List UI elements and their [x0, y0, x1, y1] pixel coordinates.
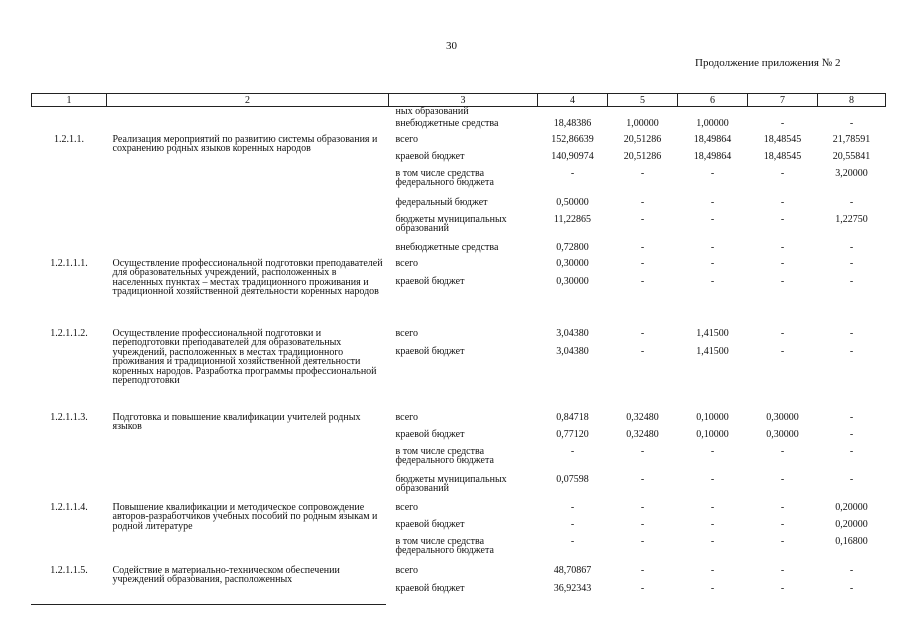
item-number: 1.2.1.1.2. [50, 327, 88, 339]
amount-cell: - [710, 564, 715, 576]
amount-cell: - [780, 167, 785, 179]
funding-source: внебюджетные средства [395, 241, 499, 253]
amount-cell: 1,22750 [835, 213, 868, 225]
amount-cell: - [710, 167, 715, 179]
funding-source: краевой бюджет [395, 582, 465, 594]
amount-cell: - [849, 196, 854, 208]
amount-cell: 0,20000 [835, 518, 868, 530]
amount-cell: - [780, 327, 785, 339]
amount-cell: 0,30000 [766, 411, 799, 423]
amount-cell: - [710, 501, 715, 513]
funding-source: внебюджетные средства [395, 117, 499, 129]
amount-cell [678, 107, 748, 119]
amount-cell: - [570, 535, 575, 547]
funding-source: краевой бюджет [395, 345, 465, 357]
funding-source: всего [395, 133, 419, 145]
amount-cell: - [640, 518, 645, 530]
column-header: 5 [608, 94, 678, 107]
amount-cell: 36,92343 [553, 582, 592, 594]
bottom-rule [31, 604, 386, 605]
amount-cell: 18,48545 [763, 133, 802, 145]
amount-cell: 1,41500 [696, 345, 729, 357]
column-header: 7 [748, 94, 818, 107]
item-number: 1.2.1.1.4. [50, 501, 88, 513]
amount-cell: - [640, 564, 645, 576]
amount-cell: 0,72800 [556, 241, 589, 253]
amount-cell: 18,49864 [693, 150, 732, 162]
amount-cell: - [780, 518, 785, 530]
funding-source: краевой бюджет [395, 428, 465, 440]
table-row [32, 107, 886, 119]
amount-cell: - [570, 518, 575, 530]
column-header: 3 [389, 94, 538, 107]
funding-source: краевой бюджет [395, 275, 465, 287]
amount-cell: - [849, 445, 854, 457]
amount-cell [748, 107, 818, 119]
amount-cell: - [640, 501, 645, 513]
amount-cell: 140,90974 [551, 150, 594, 162]
funding-source: краевой бюджет [395, 518, 465, 530]
table-row [32, 135, 886, 152]
column-header: 2 [107, 94, 389, 107]
amount-cell [608, 107, 678, 119]
amount-cell: - [849, 241, 854, 253]
amount-cell: 20,51286 [623, 150, 662, 162]
item-name: Повышение квалификации и методическое сопровождение авторов-разработчиков учебных пособий по родным языкам и родной литературе [112, 501, 378, 532]
funding-source: ных образований [395, 106, 469, 117]
amount-cell: - [640, 241, 645, 253]
amount-cell: - [780, 445, 785, 457]
funding-source: федеральный бюджет [395, 196, 488, 208]
amount-cell: - [640, 473, 645, 485]
amount-cell: - [780, 213, 785, 225]
amount-cell: - [640, 213, 645, 225]
amount-cell: 0,30000 [556, 275, 589, 287]
amount-cell: 0,07598 [556, 473, 589, 485]
amount-cell: 0,50000 [556, 196, 589, 208]
amount-cell: - [710, 473, 715, 485]
amount-cell: 3,04380 [556, 327, 589, 339]
amount-cell: - [710, 241, 715, 253]
amount-cell: - [780, 473, 785, 485]
amount-cell: - [849, 345, 854, 357]
amount-cell: 0,32480 [626, 411, 659, 423]
funding-source: бюджеты муниципальных образований [395, 213, 507, 235]
amount-cell: - [849, 117, 854, 129]
page-number: 30 [446, 40, 457, 52]
amount-cell: - [640, 582, 645, 594]
amount-cell: - [849, 428, 854, 440]
item-number [32, 107, 107, 135]
amount-cell: 0,77120 [556, 428, 589, 440]
table-row [32, 329, 886, 347]
funding-source: всего [395, 411, 419, 423]
amount-cell: 0,16800 [835, 535, 868, 547]
amount-cell: - [640, 535, 645, 547]
amount-cell: 18,48545 [763, 150, 802, 162]
amount-cell: - [780, 117, 785, 129]
amount-cell: - [849, 327, 854, 339]
amount-cell: - [640, 327, 645, 339]
amount-cell: - [780, 257, 785, 269]
amount-cell: - [570, 501, 575, 513]
item-name: Реализация мероприятий по развитию системы образования и сохранению родных языков коренных народов [112, 133, 378, 155]
amount-cell: - [849, 564, 854, 576]
amount-cell: 1,41500 [696, 327, 729, 339]
amount-cell: - [780, 345, 785, 357]
amount-cell: - [710, 213, 715, 225]
amount-cell: 0,30000 [556, 257, 589, 269]
item-number: 1.2.1.1.5. [50, 564, 88, 576]
amount-cell: - [780, 241, 785, 253]
amount-cell: 20,51286 [623, 133, 662, 145]
table-row [32, 413, 886, 430]
item-name: Осуществление профессиональной подготовки и переподготовки преподавателей для образовательных учреждений, расположенных в местах традиционного проживания и традиционной хозяйственной деятельности коренных народов. Разработка программы профессиональной переподготовки [112, 327, 377, 387]
table-row [32, 259, 886, 277]
amount-cell: - [710, 582, 715, 594]
amount-cell: 18,49864 [693, 133, 732, 145]
funding-source: всего [395, 501, 419, 513]
amount-cell: 48,70867 [553, 564, 592, 576]
amount-cell: 1,00000 [626, 117, 659, 129]
table-row [32, 566, 886, 584]
amount-cell: - [710, 196, 715, 208]
amount-cell: - [570, 167, 575, 179]
amount-cell: - [780, 196, 785, 208]
amount-cell: - [780, 501, 785, 513]
funding-source: всего [395, 564, 419, 576]
amount-cell: - [710, 518, 715, 530]
funding-source: всего [395, 257, 419, 269]
funding-source: в том числе средства федерального бюджета [395, 167, 494, 189]
funding-source: всего [395, 327, 419, 339]
amount-cell: - [710, 445, 715, 457]
amount-cell: - [640, 345, 645, 357]
table-body [32, 107, 886, 602]
column-header: 1 [32, 94, 107, 107]
amount-cell: - [849, 582, 854, 594]
amount-cell: 11,22865 [553, 213, 592, 225]
amount-cell: 20,55841 [832, 150, 871, 162]
amount-cell: - [570, 445, 575, 457]
amount-cell: - [849, 473, 854, 485]
appendix-continuation-note: Продолжение приложения № 2 [695, 57, 841, 69]
amount-cell: - [640, 445, 645, 457]
amount-cell: - [710, 535, 715, 547]
item-number: 1.2.1.1.3. [50, 411, 88, 423]
amount-cell: - [710, 257, 715, 269]
amount-cell: - [710, 275, 715, 287]
amount-cell: 21,78591 [832, 133, 871, 145]
amount-cell: 18,48386 [553, 117, 592, 129]
amount-cell: - [640, 275, 645, 287]
amount-cell: - [780, 582, 785, 594]
amount-cell: - [849, 275, 854, 287]
amount-cell: - [780, 535, 785, 547]
amount-cell: 3,04380 [556, 345, 589, 357]
funding-source: в том числе средства федерального бюджета [395, 445, 494, 467]
amount-cell: - [640, 167, 645, 179]
table-row [32, 503, 886, 520]
item-name [107, 107, 389, 135]
amount-cell [818, 107, 886, 119]
amount-cell: 0,20000 [835, 501, 868, 513]
amount-cell: 0,10000 [696, 411, 729, 423]
amount-cell: - [780, 564, 785, 576]
amount-cell: 0,30000 [766, 428, 799, 440]
item-number: 1.2.1.1. [54, 133, 84, 145]
item-name: Осуществление профессиональной подготовки преподавателей для образовательных учреждений, расположенных в населенных пунктах – местах традиционного проживания и традиционной хозяйственной деятельности коренных народов [112, 257, 383, 298]
amount-cell: 1,00000 [696, 117, 729, 129]
amount-cell: - [640, 196, 645, 208]
amount-cell: - [849, 257, 854, 269]
item-name: Содействие в материально-техническом обеспечении учреждений образования, расположенных [112, 564, 340, 586]
amount-cell: 0,84718 [556, 411, 589, 423]
amount-cell: 0,32480 [626, 428, 659, 440]
amount-cell [538, 107, 608, 119]
item-number: 1.2.1.1.1. [50, 257, 88, 269]
amount-cell: 0,10000 [696, 428, 729, 440]
column-header: 8 [818, 94, 886, 107]
amount-cell: - [780, 275, 785, 287]
column-header: 6 [678, 94, 748, 107]
budget-table [31, 93, 886, 602]
amount-cell: 152,86639 [551, 133, 594, 145]
column-header: 4 [538, 94, 608, 107]
amount-cell: 3,20000 [835, 167, 868, 179]
amount-cell: - [640, 257, 645, 269]
funding-source: в том числе средства федерального бюджета [395, 535, 494, 557]
funding-source: краевой бюджет [395, 150, 465, 162]
item-name: Подготовка и повышение квалификации учителей родных языков [112, 411, 361, 433]
amount-cell: - [849, 411, 854, 423]
column-number-row [32, 94, 886, 107]
funding-source: бюджеты муниципальных образований [395, 473, 507, 495]
